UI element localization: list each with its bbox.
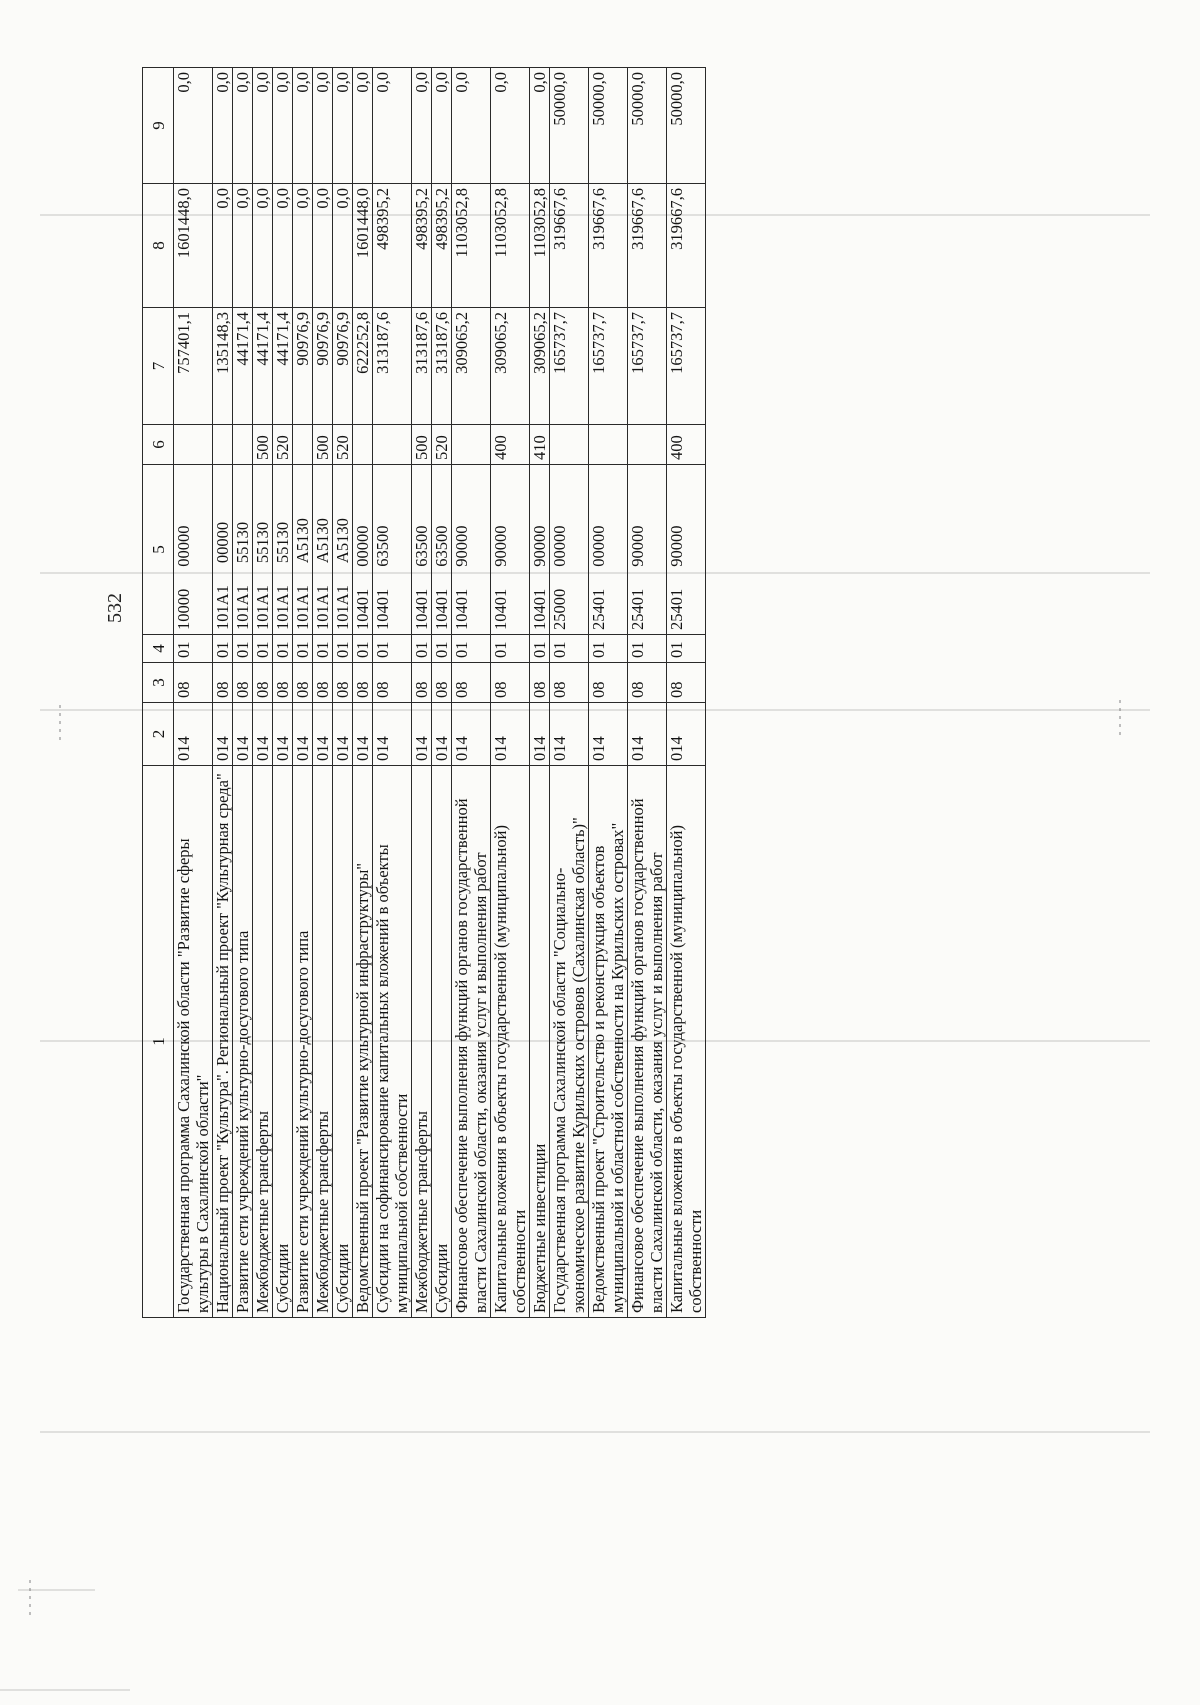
amount-col8: 498395,2 <box>412 184 432 308</box>
code-expense-type: 520 <box>273 425 293 465</box>
table-row <box>353 68 373 1318</box>
row-name: Межбюджетные трансферты <box>313 766 333 1318</box>
code-subsection: 01 <box>373 635 412 663</box>
amount-col7: 90976,9 <box>293 308 313 425</box>
code-ministry: 014 <box>293 703 313 766</box>
code-subsection: 01 <box>589 635 628 663</box>
code-expense-type <box>452 425 491 465</box>
row-name: Межбюджетные трансферты <box>412 766 432 1318</box>
amount-col7: 135148,3 <box>213 308 233 425</box>
code-target-article <box>589 465 628 635</box>
page-number: 532 <box>104 593 126 623</box>
code-ministry: 014 <box>273 703 293 766</box>
amount-col8: 1601448,0 <box>353 184 373 308</box>
amount-col8: 498395,2 <box>432 184 452 308</box>
target-article-program: 10401 <box>412 588 431 630</box>
row-name: Субсидии на софинансирование капитальных вложений в объекты муниципальной собственности <box>373 766 412 1318</box>
code-section: 08 <box>233 663 253 703</box>
target-article-direction: 90000 <box>667 525 686 567</box>
amount-col7: 313187,6 <box>432 308 452 425</box>
amount-col8: 0,0 <box>293 184 313 308</box>
amount-col8: 1103052,8 <box>452 184 491 308</box>
table-row <box>550 68 589 1318</box>
target-article-program: 101A1 <box>293 585 312 630</box>
amount-col7: 309065,2 <box>491 308 530 425</box>
amount-col9: 0,0 <box>233 68 253 184</box>
target-article-program: 25401 <box>628 588 647 630</box>
code-section: 08 <box>667 663 706 703</box>
code-target-article <box>491 465 530 635</box>
code-section: 08 <box>174 663 213 703</box>
target-article-direction: 63500 <box>373 525 392 567</box>
amount-col8: 319667,6 <box>667 184 706 308</box>
amount-col9: 0,0 <box>293 68 313 184</box>
column-header: 2 <box>143 703 174 766</box>
code-subsection: 01 <box>550 635 589 663</box>
column-header: 6 <box>143 425 174 465</box>
target-article-program: 101A1 <box>313 585 332 630</box>
code-section: 08 <box>550 663 589 703</box>
amount-col9: 0,0 <box>353 68 373 184</box>
row-name: Субсидии <box>333 766 353 1318</box>
code-ministry: 014 <box>491 703 530 766</box>
code-target-article <box>293 465 313 635</box>
amount-col9: 0,0 <box>432 68 452 184</box>
code-section: 08 <box>353 663 373 703</box>
code-subsection: 01 <box>628 635 667 663</box>
table-row <box>628 68 667 1318</box>
code-subsection: 01 <box>253 635 273 663</box>
code-subsection: 01 <box>667 635 706 663</box>
table-row <box>273 68 293 1318</box>
amount-col9: 50000,0 <box>667 68 706 184</box>
code-subsection: 01 <box>530 635 550 663</box>
code-target-article <box>628 465 667 635</box>
row-name: Бюджетные инвестиции <box>530 766 550 1318</box>
amount-col9: 0,0 <box>213 68 233 184</box>
table-row <box>530 68 550 1318</box>
code-subsection: 01 <box>213 635 233 663</box>
code-target-article <box>273 465 293 635</box>
amount-col9: 0,0 <box>174 68 213 184</box>
table-row <box>373 68 412 1318</box>
code-ministry: 014 <box>667 703 706 766</box>
code-section: 08 <box>273 663 293 703</box>
target-article-program: 25401 <box>667 588 686 630</box>
target-article-program: 10000 <box>174 588 193 630</box>
target-article-program: 10401 <box>353 588 372 630</box>
amount-col7: 622252,8 <box>353 308 373 425</box>
code-expense-type: 500 <box>412 425 432 465</box>
amount-col7: 44171,4 <box>253 308 273 425</box>
amount-col7: 165737,7 <box>550 308 589 425</box>
target-article-direction: 55130 <box>253 521 272 564</box>
code-subsection: 01 <box>491 635 530 663</box>
amount-col7: 313187,6 <box>373 308 412 425</box>
amount-col7: 165737,7 <box>589 308 628 425</box>
target-article-direction: 90000 <box>452 525 471 567</box>
target-article-program: 10401 <box>491 588 510 630</box>
amount-col7: 44171,4 <box>273 308 293 425</box>
amount-col8: 1103052,8 <box>491 184 530 308</box>
code-target-article <box>412 465 432 635</box>
table-row <box>253 68 273 1318</box>
code-ministry: 014 <box>333 703 353 766</box>
code-subsection: 01 <box>412 635 432 663</box>
amount-col7: 757401,1 <box>174 308 213 425</box>
target-article-program: 10401 <box>432 588 451 630</box>
amount-col9: 0,0 <box>412 68 432 184</box>
code-ministry: 014 <box>313 703 333 766</box>
code-section: 08 <box>333 663 353 703</box>
code-section: 08 <box>628 663 667 703</box>
table-row <box>213 68 233 1318</box>
code-target-article <box>313 465 333 635</box>
code-target-article <box>353 465 373 635</box>
code-target-article <box>530 465 550 635</box>
table-row <box>293 68 313 1318</box>
target-article-program: 10401 <box>373 588 392 630</box>
row-name: Государственная программа Сахалинской области "Социально-экономическое развитие Курильских островов (Сахалинская область)" <box>550 766 589 1318</box>
target-article-direction: A5130 <box>293 518 312 564</box>
amount-col7: 44171,4 <box>233 308 253 425</box>
target-article-direction: 00000 <box>174 525 193 567</box>
amount-col9: 50000,0 <box>628 68 667 184</box>
code-ministry: 014 <box>550 703 589 766</box>
code-expense-type: 410 <box>530 425 550 465</box>
table-row <box>589 68 628 1318</box>
amount-col8: 319667,6 <box>550 184 589 308</box>
column-header: 9 <box>143 68 174 184</box>
amount-col7: 309065,2 <box>530 308 550 425</box>
code-target-article <box>452 465 491 635</box>
target-article-program: 25000 <box>550 588 569 630</box>
code-expense-type: 500 <box>313 425 333 465</box>
amount-col9: 0,0 <box>273 68 293 184</box>
row-name: Капитальные вложения в объекты государственной (муниципальной) собственности <box>667 766 706 1318</box>
target-article-direction: A5130 <box>313 518 332 564</box>
code-target-article <box>432 465 452 635</box>
amount-col9: 0,0 <box>530 68 550 184</box>
code-expense-type: 500 <box>253 425 273 465</box>
row-name: Финансовое обеспечение выполнения функций органов государственной власти Сахалинской области, оказания услуг и выполнения работ <box>452 766 491 1318</box>
code-subsection: 01 <box>174 635 213 663</box>
row-name: Развитие сети учреждений культурно-досугового типа <box>293 766 313 1318</box>
code-section: 08 <box>293 663 313 703</box>
code-target-article <box>550 465 589 635</box>
code-section: 08 <box>530 663 550 703</box>
amount-col9: 0,0 <box>313 68 333 184</box>
code-expense-type <box>589 425 628 465</box>
amount-col9: 50000,0 <box>550 68 589 184</box>
amount-col7: 165737,7 <box>667 308 706 425</box>
code-expense-type <box>550 425 589 465</box>
code-subsection: 01 <box>333 635 353 663</box>
target-article-direction: 55130 <box>273 521 292 564</box>
amount-col9: 0,0 <box>452 68 491 184</box>
row-name: Межбюджетные трансферты <box>253 766 273 1318</box>
amount-col7: 309065,2 <box>452 308 491 425</box>
amount-col8: 319667,6 <box>628 184 667 308</box>
row-name: Финансовое обеспечение выполнения функций органов государственной власти Сахалинской области, оказания услуг и выполнения работ <box>628 766 667 1318</box>
target-article-direction: 00000 <box>550 525 569 567</box>
table-body <box>143 68 706 1318</box>
code-section: 08 <box>412 663 432 703</box>
code-section: 08 <box>491 663 530 703</box>
rotated-page <box>104 68 1102 1318</box>
code-subsection: 01 <box>353 635 373 663</box>
code-ministry: 014 <box>213 703 233 766</box>
amount-col8: 0,0 <box>233 184 253 308</box>
target-article-direction: 55130 <box>233 521 252 564</box>
target-article-program: 101A1 <box>253 585 272 630</box>
target-article-program: 10401 <box>530 588 549 630</box>
amount-col8: 498395,2 <box>373 184 412 308</box>
column-header: 5 <box>143 465 174 635</box>
amount-col8: 1601448,0 <box>174 184 213 308</box>
table-row <box>412 68 432 1318</box>
amount-col9: 0,0 <box>491 68 530 184</box>
code-target-article <box>233 465 253 635</box>
code-subsection: 01 <box>432 635 452 663</box>
table-row <box>313 68 333 1318</box>
target-article-direction: 63500 <box>432 525 451 567</box>
code-ministry: 014 <box>373 703 412 766</box>
code-subsection: 01 <box>313 635 333 663</box>
target-article-direction: A5130 <box>333 518 352 564</box>
code-expense-type: 400 <box>667 425 706 465</box>
table-row <box>432 68 452 1318</box>
column-header: 7 <box>143 308 174 425</box>
amount-col9: 0,0 <box>373 68 412 184</box>
code-subsection: 01 <box>233 635 253 663</box>
code-ministry: 014 <box>432 703 452 766</box>
amount-col8: 0,0 <box>213 184 233 308</box>
code-expense-type <box>213 425 233 465</box>
code-target-article <box>174 465 213 635</box>
row-name: Субсидии <box>432 766 452 1318</box>
code-section: 08 <box>452 663 491 703</box>
column-header: 3 <box>143 663 174 703</box>
table-row <box>174 68 213 1318</box>
amount-col8: 0,0 <box>273 184 293 308</box>
code-expense-type <box>353 425 373 465</box>
amount-col9: 0,0 <box>253 68 273 184</box>
code-section: 08 <box>253 663 273 703</box>
table-row <box>333 68 353 1318</box>
column-header: 1 <box>143 766 174 1318</box>
code-ministry: 014 <box>589 703 628 766</box>
code-expense-type <box>628 425 667 465</box>
target-article-direction: 00000 <box>213 521 232 564</box>
amount-col9: 0,0 <box>333 68 353 184</box>
target-article-program: 101A1 <box>273 585 292 630</box>
code-subsection: 01 <box>452 635 491 663</box>
code-ministry: 014 <box>530 703 550 766</box>
code-section: 08 <box>313 663 333 703</box>
code-expense-type <box>233 425 253 465</box>
amount-col7: 165737,7 <box>628 308 667 425</box>
amount-col9: 50000,0 <box>589 68 628 184</box>
row-name: Ведомственный проект "Строительство и реконструкция объектов муниципальной и областной собственности на Курильских островах" <box>589 766 628 1318</box>
row-name: Ведомственный проект "Развитие культурной инфраструктуры" <box>353 766 373 1318</box>
table-row <box>452 68 491 1318</box>
code-subsection: 01 <box>293 635 313 663</box>
code-ministry: 014 <box>412 703 432 766</box>
budget-table <box>142 67 706 1318</box>
code-ministry: 014 <box>253 703 273 766</box>
code-section: 08 <box>373 663 412 703</box>
target-article-program: 25401 <box>589 588 608 630</box>
target-article-program: 101A1 <box>233 585 252 630</box>
amount-col7: 90976,9 <box>333 308 353 425</box>
amount-col8: 0,0 <box>313 184 333 308</box>
amount-col8: 0,0 <box>333 184 353 308</box>
target-article-direction: 90000 <box>491 525 510 567</box>
code-target-article <box>333 465 353 635</box>
code-ministry: 014 <box>174 703 213 766</box>
code-subsection: 01 <box>273 635 293 663</box>
code-expense-type <box>373 425 412 465</box>
amount-col7: 313187,6 <box>412 308 432 425</box>
row-name: Национальный проект "Культура". Региональный проект "Культурная среда" <box>213 766 233 1318</box>
code-section: 08 <box>589 663 628 703</box>
row-name: Развитие сети учреждений культурно-досугового типа <box>233 766 253 1318</box>
target-article-direction: 63500 <box>412 525 431 567</box>
column-header: 4 <box>143 635 174 663</box>
code-expense-type: 520 <box>333 425 353 465</box>
code-expense-type: 400 <box>491 425 530 465</box>
table-header-row <box>143 68 174 1318</box>
amount-col8: 0,0 <box>253 184 273 308</box>
code-target-article <box>667 465 706 635</box>
code-ministry: 014 <box>452 703 491 766</box>
target-article-program: 10401 <box>452 588 471 630</box>
code-ministry: 014 <box>353 703 373 766</box>
code-expense-type: 520 <box>432 425 452 465</box>
table-row <box>667 68 706 1318</box>
code-expense-type <box>293 425 313 465</box>
target-article-direction: 90000 <box>530 525 549 567</box>
code-section: 08 <box>213 663 233 703</box>
code-expense-type <box>174 425 213 465</box>
column-header: 8 <box>143 184 174 308</box>
code-target-article <box>253 465 273 635</box>
target-article-program: 101A1 <box>213 585 232 630</box>
amount-col8: 319667,6 <box>589 184 628 308</box>
code-section: 08 <box>432 663 452 703</box>
row-name: Государственная программа Сахалинской области "Развитие сферы культуры в Сахалинской области" <box>174 766 213 1318</box>
row-name: Субсидии <box>273 766 293 1318</box>
target-article-direction: 00000 <box>353 525 372 567</box>
table-row <box>491 68 530 1318</box>
code-target-article <box>213 465 233 635</box>
target-article-direction: 00000 <box>589 525 608 567</box>
code-ministry: 014 <box>233 703 253 766</box>
amount-col8: 1103052,8 <box>530 184 550 308</box>
code-target-article <box>373 465 412 635</box>
target-article-direction: 90000 <box>628 525 647 567</box>
amount-col7: 90976,9 <box>313 308 333 425</box>
target-article-program: 101A1 <box>333 585 352 630</box>
table-row <box>233 68 253 1318</box>
row-name: Капитальные вложения в объекты государственной (муниципальной) собственности <box>491 766 530 1318</box>
code-ministry: 014 <box>628 703 667 766</box>
